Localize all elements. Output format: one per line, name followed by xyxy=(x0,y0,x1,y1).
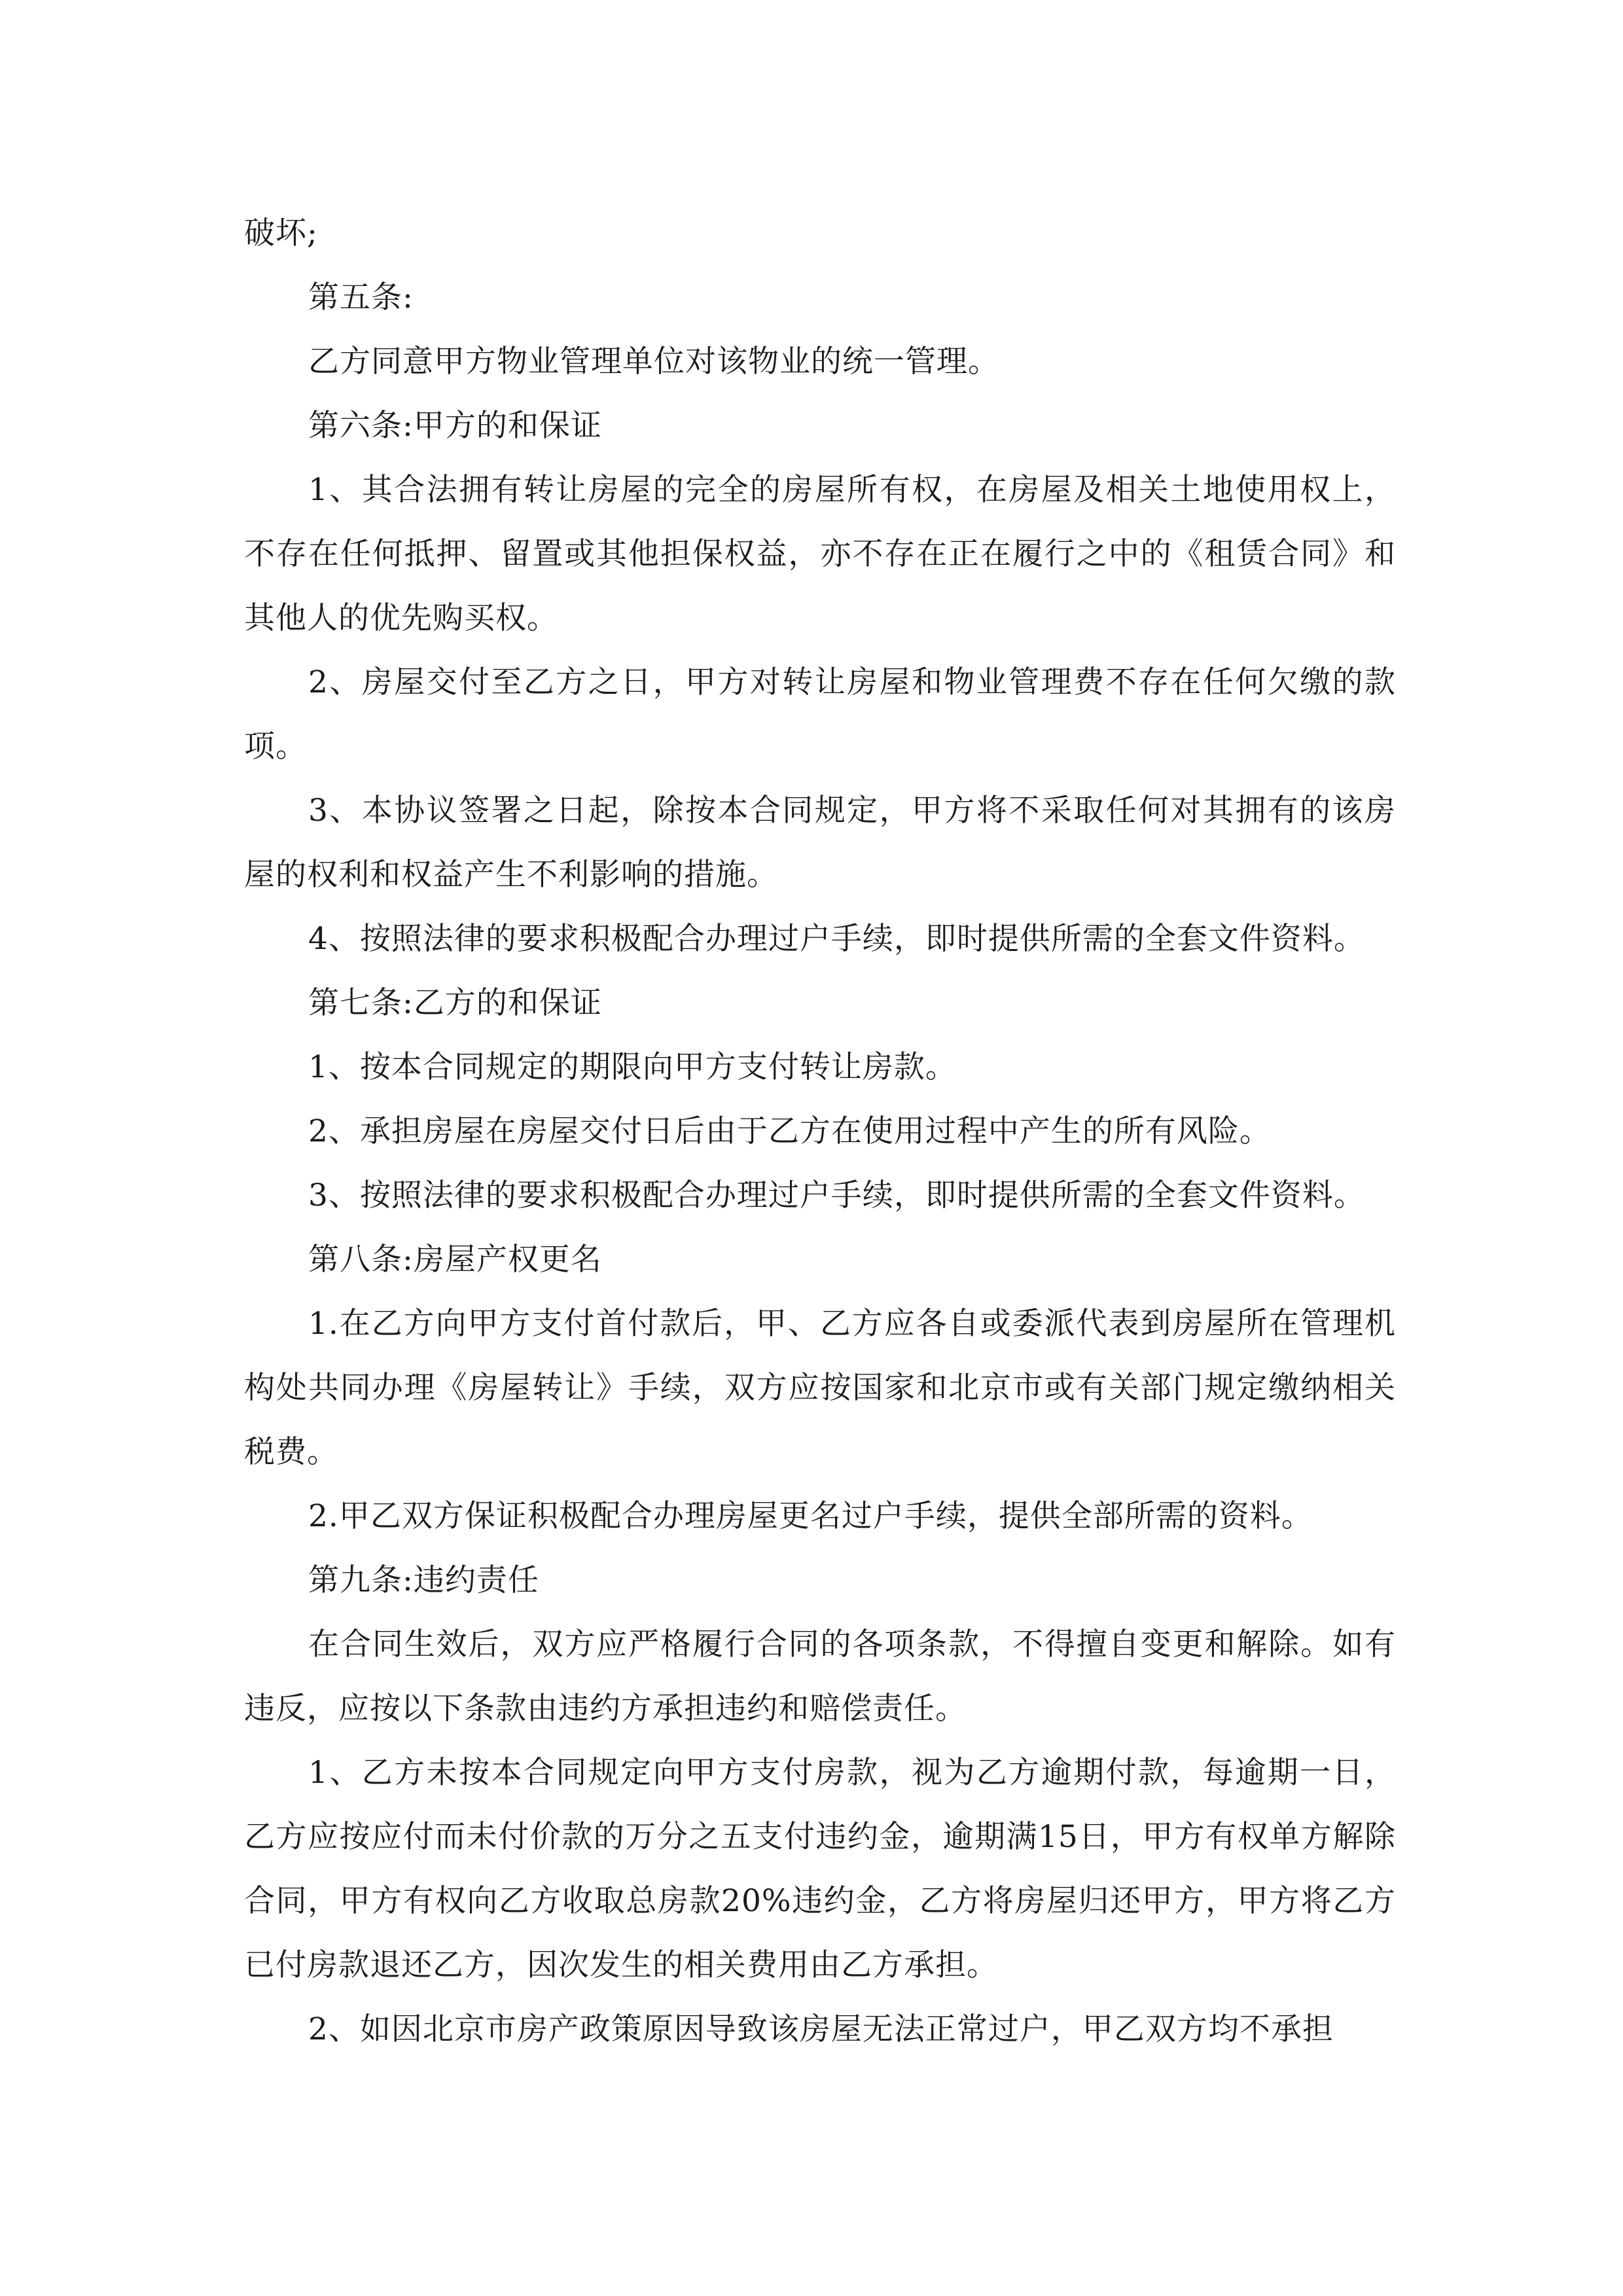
paragraph: 4、按照法律的要求积极配合办理过户手续，即时提供所需的全套文件资料。 xyxy=(308,921,1365,957)
paragraph: 在合同生效后，双方应严格履行合同的各项条款，不得擅自变更和解除。如有违反，应按以下条款由违约方承担违约和赔偿责任。 xyxy=(244,1626,1396,1727)
paragraph: 1、其合法拥有转让房屋的完全的房屋所有权，在房屋及相关土地使用权上，不存在任何抵押、留置或其他担保权益，亦不存在正在履行之中的《租赁合同》和其他人的优先购买权。 xyxy=(244,472,1396,636)
paragraph: 乙方同意甲方物业管理单位对该物业的统一管理。 xyxy=(308,344,999,380)
paragraph: 破坏; xyxy=(244,215,318,251)
paragraph: 2.甲乙双方保证积极配合办理房屋更名过户手续，提供全部所需的资料。 xyxy=(308,1498,1313,1534)
article-heading: 第八条:房屋产权更名 xyxy=(308,1242,602,1278)
paragraph: 3、本协议签署之日起，除按本合同规定，甲方将不采取任何对其拥有的该房屋的权利和权益产生不利影响的措施。 xyxy=(244,793,1396,893)
paragraph: 3、按照法律的要求积极配合办理过户手续，即时提供所需的全套文件资料。 xyxy=(308,1177,1365,1213)
article-heading: 第七条:乙方的和保证 xyxy=(308,985,602,1021)
paragraph: 1、按本合同规定的期限向甲方支付转让房款。 xyxy=(308,1049,957,1085)
paragraph: 2、承担房屋在房屋交付日后由于乙方在使用过程中产生的所有风险。 xyxy=(308,1113,1271,1149)
paragraph: 2、如因北京市房产政策原因导致该房屋无法正常过户，甲乙双方均不承担 xyxy=(308,2011,1334,2047)
paragraph: 1.在乙方向甲方支付首付款后，甲、乙方应各自或委派代表到房屋所在管理机构处共同办理《房屋转让》手续，双方应按国家和北京市或有关部门规定缴纳相关税费。 xyxy=(244,1306,1396,1470)
article-heading: 第九条:违约责任 xyxy=(308,1562,539,1598)
article-heading: 第五条: xyxy=(308,279,414,315)
article-heading: 第六条:甲方的和保证 xyxy=(308,408,602,444)
paragraph: 2、房屋交付至乙方之日，甲方对转让房屋和物业管理费不存在任何欠缴的款项。 xyxy=(244,664,1396,764)
paragraph: 1、乙方未按本合同规定向甲方支付房款，视为乙方逾期付款，每逾期一日，乙方应按应付而未付价款的万分之五支付违约金，逾期满15日，甲方有权单方解除合同，甲方有权向乙方收取总房款20%违约金，乙方将房屋归还甲方，甲方将乙方已付房款退还乙方，因次发生的相关费用由乙方承担。 xyxy=(244,1755,1396,1983)
contract-body xyxy=(244,202,1396,2062)
